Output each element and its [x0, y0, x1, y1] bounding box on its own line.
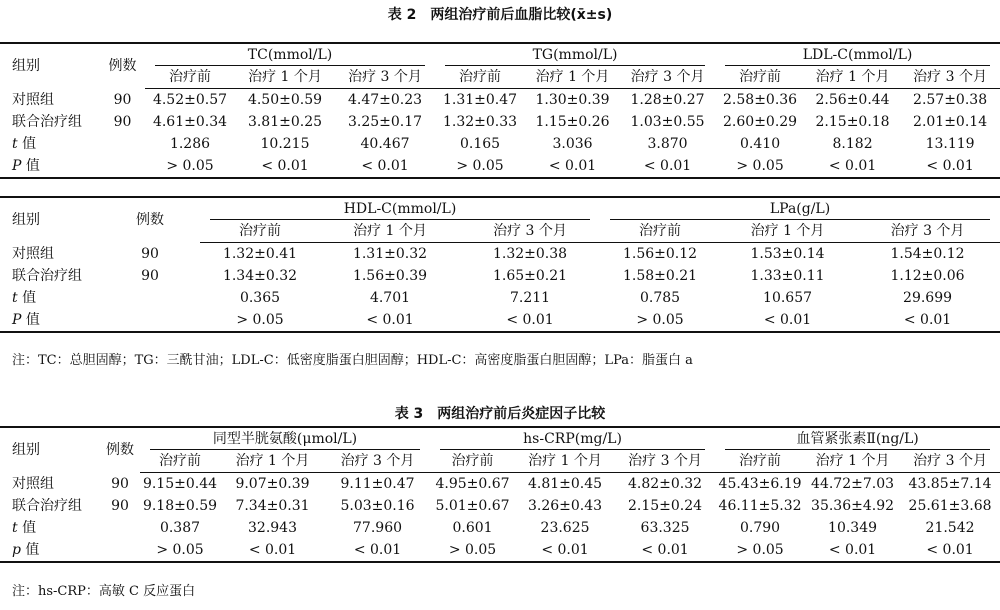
table3-title: 表 3 两组治疗前后炎症因子比较 — [394, 406, 606, 422]
table-cell: 1.34±0.32 — [222, 268, 298, 284]
table-cell: 4.52±0.57 — [152, 92, 228, 108]
stat-suffix: 值 — [17, 520, 37, 536]
table-cell: 29.699 — [903, 290, 953, 306]
sub-3month: 治疗 3 个月 — [900, 66, 1000, 89]
sub-1month: 治疗 1 个月 — [805, 450, 900, 473]
table-row — [0, 133, 1000, 155]
sub-before: 治疗前 — [430, 450, 515, 473]
table-cell: 1.32±0.38 — [492, 246, 568, 262]
table2-note: 注：TC：总胆固醇；TG：三酰甘油；LDL-C：低密度脂蛋白胆固醇；HDL-C：高密度脂蛋白胆固醇；LPa：脂蛋白 a — [12, 353, 693, 368]
stat-symbol: P — [12, 158, 22, 174]
table-row — [0, 517, 1000, 539]
stat-symbol: p — [12, 542, 21, 558]
table-cell: 1.15±0.26 — [535, 114, 610, 130]
table-cell: < 0.01 — [855, 309, 1000, 332]
table-cell: 2.60±0.29 — [723, 114, 798, 130]
group-header: 组别 — [0, 197, 100, 243]
hscrp-header: hs-CRP(mg/L) — [430, 427, 715, 450]
sub-3month: 治疗 3 个月 — [855, 220, 1000, 243]
table-cell: 2.15±0.18 — [815, 114, 890, 130]
table-cell: 46.11±5.32 — [718, 498, 802, 514]
sub-1month: 治疗 1 个月 — [515, 450, 615, 473]
table-cell: 9.18±0.59 — [142, 498, 218, 514]
table-cell: 4.50±0.59 — [247, 92, 323, 108]
row-label: 对照组 — [12, 475, 54, 492]
table-cell: 1.56±0.39 — [352, 268, 428, 284]
table-cell: 9.07±0.39 — [235, 476, 310, 492]
stat-suffix: 值 — [17, 136, 37, 152]
tc-header: TC(mmol/L) — [145, 43, 435, 66]
table-cell: 4.81±0.45 — [527, 476, 603, 492]
table-cell: 2.56±0.44 — [815, 92, 890, 108]
table-cell: > 0.05 — [140, 539, 220, 562]
table-cell: < 0.01 — [320, 309, 460, 332]
table-cell: 32.943 — [248, 520, 297, 536]
sub-before: 治疗前 — [140, 450, 220, 473]
table-cell: < 0.01 — [460, 309, 600, 332]
table-cell: 4.61±0.34 — [152, 114, 228, 130]
row-count: 90 — [111, 475, 129, 492]
row-label: 对照组 — [12, 245, 54, 262]
sub-3month: 治疗 3 个月 — [900, 450, 1000, 473]
table-cell: < 0.01 — [525, 155, 620, 178]
table-cell: 2.15±0.24 — [628, 498, 703, 514]
table-cell: 1.32±0.33 — [442, 114, 518, 130]
sub-1month: 治疗 1 个月 — [320, 220, 460, 243]
table-cell: 4.82±0.32 — [628, 476, 703, 492]
table-cell: 25.61±3.68 — [908, 498, 992, 514]
table-cell: 7.211 — [509, 290, 551, 306]
table-cell: 0.790 — [740, 520, 781, 536]
sub-1month: 治疗 1 个月 — [220, 450, 325, 473]
table-cell: 4.47±0.23 — [347, 92, 423, 108]
row-label — [0, 155, 100, 178]
sub-3month: 治疗 3 个月 — [460, 220, 600, 243]
row-count: 90 — [113, 91, 132, 108]
table-cell: 3.81±0.25 — [247, 114, 323, 130]
table-cell: 63.325 — [640, 520, 690, 536]
table-cell: < 0.01 — [515, 539, 615, 562]
table3-note: 注：hs-CRP：高敏 C 反应蛋白 — [12, 584, 196, 599]
table-cell: 0.785 — [639, 290, 681, 306]
sub-before: 治疗前 — [145, 66, 235, 89]
sub-before: 治疗前 — [600, 220, 720, 243]
sub-3month: 治疗 3 个月 — [620, 66, 715, 89]
sub-1month: 治疗 1 个月 — [720, 220, 855, 243]
row-label — [0, 309, 100, 332]
table-cell: 1.31±0.47 — [442, 92, 518, 108]
table-cell: > 0.05 — [145, 155, 235, 178]
table-cell: < 0.01 — [720, 309, 855, 332]
table-cell: 7.34±0.31 — [235, 498, 310, 514]
table-cell: 3.870 — [647, 136, 688, 152]
table-cell: 4.701 — [369, 290, 411, 306]
stat-suffix: 值 — [17, 290, 37, 306]
table-cell: 5.01±0.67 — [435, 498, 510, 514]
table-cell: 23.625 — [540, 520, 590, 536]
count-header: 例数 — [100, 43, 145, 89]
sub-1month: 治疗 1 个月 — [235, 66, 335, 89]
table-cell: 1.28±0.27 — [630, 92, 705, 108]
table-cell: 0.365 — [239, 290, 281, 306]
table2-part2 — [0, 196, 1000, 333]
sub-before: 治疗前 — [715, 66, 805, 89]
sub-before: 治疗前 — [715, 450, 805, 473]
count-header: 例数 — [100, 427, 140, 473]
table2-title: 表 2 两组治疗前后血脂比较(x̄±s) — [387, 7, 613, 23]
row-label — [0, 287, 100, 309]
table-cell: 10.215 — [260, 136, 310, 152]
table-cell: < 0.01 — [235, 155, 335, 178]
row-count — [100, 309, 200, 332]
table-cell: > 0.05 — [600, 309, 720, 332]
table-row — [0, 243, 1000, 266]
table-cell: 21.542 — [925, 520, 975, 536]
table-cell: 10.349 — [828, 520, 878, 536]
stat-suffix: 值 — [20, 542, 40, 558]
table-cell: 1.03±0.55 — [630, 114, 705, 130]
table-cell: > 0.05 — [200, 309, 320, 332]
table-cell: < 0.01 — [805, 155, 900, 178]
row-count: 90 — [113, 114, 132, 130]
table-cell: < 0.01 — [325, 539, 430, 562]
table-cell: 5.03±0.16 — [340, 498, 415, 514]
table-cell: < 0.01 — [805, 539, 900, 562]
table-cell: > 0.05 — [435, 155, 525, 178]
table-cell: 1.32±0.41 — [222, 246, 298, 262]
table-cell: 35.36±4.92 — [811, 498, 895, 514]
group-header: 组别 — [0, 43, 100, 89]
table-cell: 3.26±0.43 — [527, 498, 603, 514]
row-count — [100, 155, 145, 178]
tg-header: TG(mmol/L) — [435, 43, 715, 66]
table-row — [0, 495, 1000, 517]
row-count: 90 — [141, 268, 159, 284]
table-cell: > 0.05 — [430, 539, 515, 562]
table-cell: 43.85±7.14 — [908, 476, 992, 492]
row-label — [0, 133, 100, 155]
count-header: 例数 — [100, 197, 200, 243]
table-cell: 3.25±0.17 — [347, 114, 423, 130]
row-count — [100, 517, 140, 539]
row-count: 90 — [141, 245, 159, 262]
row-label — [0, 517, 100, 539]
table-cell: 0.387 — [159, 520, 201, 536]
subheader-row — [0, 450, 1000, 473]
sub-1month: 治疗 1 个月 — [525, 66, 620, 89]
table-cell: 1.286 — [169, 136, 211, 152]
table-cell: 1.33±0.11 — [750, 268, 825, 284]
table-cell: 1.30±0.39 — [535, 92, 610, 108]
table-cell: 0.165 — [459, 136, 501, 152]
table-cell: 1.31±0.32 — [352, 246, 428, 262]
table-cell: 13.119 — [925, 136, 975, 152]
sub-before: 治疗前 — [200, 220, 320, 243]
table-cell: 2.01±0.14 — [913, 114, 988, 130]
table-row — [0, 89, 1000, 112]
table-cell: < 0.01 — [335, 155, 435, 178]
table-cell: 40.467 — [360, 136, 410, 152]
sub-1month: 治疗 1 个月 — [805, 66, 900, 89]
stat-symbol: t — [12, 520, 18, 536]
table-row — [0, 111, 1000, 133]
table-cell: 8.182 — [832, 136, 873, 152]
table-cell: 10.657 — [763, 290, 813, 306]
table-row — [0, 473, 1000, 496]
table-row — [0, 539, 1000, 562]
table-row — [0, 287, 1000, 309]
table-cell: 44.72±7.03 — [811, 476, 895, 492]
table-cell: 1.12±0.06 — [890, 268, 965, 284]
table-row — [0, 155, 1000, 178]
stat-suffix: 值 — [21, 158, 40, 174]
table-cell: 3.036 — [552, 136, 593, 152]
row-count — [100, 133, 145, 155]
table-cell: > 0.05 — [715, 155, 805, 178]
row-count — [100, 287, 200, 309]
table-cell: 4.95±0.67 — [435, 476, 510, 492]
sub-3month: 治疗 3 个月 — [615, 450, 715, 473]
table-cell: 45.43±6.19 — [718, 476, 802, 492]
row-label: 联合治疗组 — [12, 114, 82, 130]
group-header: 组别 — [0, 427, 100, 473]
hcy-header: 同型半胱氨酸(μmol/L) — [140, 427, 430, 450]
table-cell: 1.56±0.12 — [622, 246, 698, 262]
table-cell: 1.58±0.21 — [622, 268, 698, 284]
row-label: 对照组 — [12, 91, 54, 108]
table-cell: > 0.05 — [715, 539, 805, 562]
ldl-header: LDL-C(mmol/L) — [715, 43, 1000, 66]
row-label: 联合治疗组 — [12, 498, 82, 514]
sub-before: 治疗前 — [435, 66, 525, 89]
table-cell: 0.601 — [452, 520, 493, 536]
hdl-header: HDL-C(mmol/L) — [200, 197, 600, 220]
row-label: 联合治疗组 — [12, 268, 82, 284]
subheader-row — [0, 66, 1000, 89]
row-count — [100, 539, 140, 562]
table-cell: 1.54±0.12 — [890, 246, 965, 262]
table-cell: < 0.01 — [620, 155, 715, 178]
lpa-header: LPa(g/L) — [600, 197, 1000, 220]
table-cell: < 0.01 — [900, 539, 1000, 562]
table-cell: < 0.01 — [220, 539, 325, 562]
stat-symbol: t — [12, 290, 18, 306]
table2-part1 — [0, 42, 1000, 179]
stat-suffix: 值 — [21, 312, 40, 328]
table-cell: 2.58±0.36 — [723, 92, 798, 108]
table-row — [0, 265, 1000, 287]
sub-3month: 治疗 3 个月 — [335, 66, 435, 89]
table-cell: < 0.01 — [615, 539, 715, 562]
table3 — [0, 426, 1000, 563]
table-cell: 0.410 — [740, 136, 781, 152]
table-cell: 1.53±0.14 — [750, 246, 825, 262]
sub-3month: 治疗 3 个月 — [325, 450, 430, 473]
table-cell: 9.15±0.44 — [142, 476, 218, 492]
angiotensin-header: 血管紧张素Ⅱ(ng/L) — [715, 427, 1000, 450]
table-cell: 2.57±0.38 — [913, 92, 988, 108]
table-cell: 77.960 — [353, 520, 403, 536]
table-row — [0, 309, 1000, 332]
stat-symbol: P — [12, 312, 22, 328]
table-cell: 1.65±0.21 — [492, 268, 568, 284]
table-cell: 9.11±0.47 — [340, 476, 415, 492]
row-label — [0, 539, 100, 562]
table-cell: < 0.01 — [900, 155, 1000, 178]
stat-symbol: t — [12, 136, 18, 152]
row-count: 90 — [111, 498, 129, 514]
